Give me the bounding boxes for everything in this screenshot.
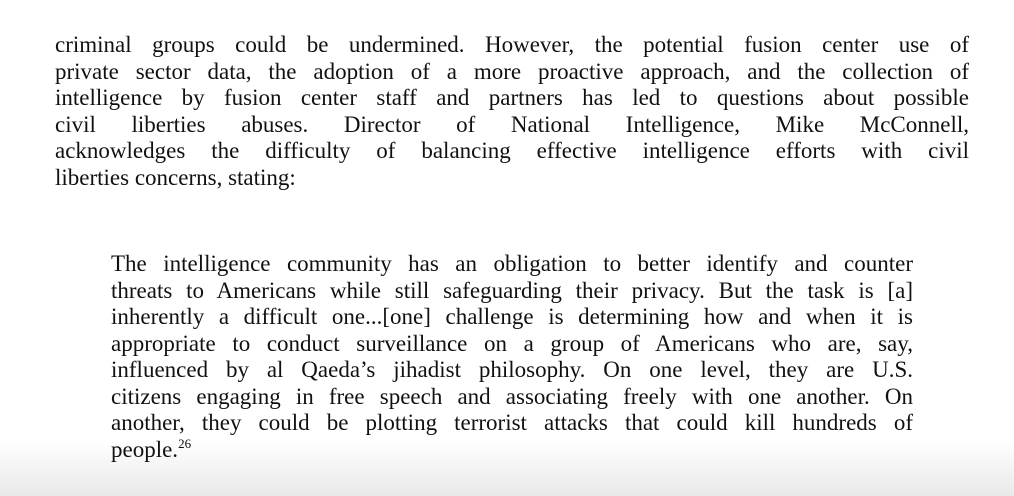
quote-line-6: citizens engaging in free speech and associating freely with one another. On (111, 383, 913, 409)
paragraph-line-6: liberties concerns, stating: (55, 164, 296, 190)
paragraph-line-2: private sector data, the adoption of a more proactive approach, and the collection of (55, 58, 969, 84)
paragraph-line-5: acknowledges the difficulty of balancing effective intelligence efforts with civil (55, 138, 969, 163)
block-quote (111, 251, 913, 463)
quote-line-1: The intelligence community has an obligation to better identify and counter (111, 251, 913, 276)
quote-line-5: influenced by al Qaeda’s jihadist philosophy. On one level, they are U.S. (111, 357, 913, 382)
footnote-marker[interactable]: 26 (178, 435, 192, 451)
quote-line-4: appropriate to conduct surveillance on a group of Americans who are, say, (111, 330, 913, 356)
quote-last-text: people. (111, 436, 179, 462)
paragraph-line-1: criminal groups could be undermined. However, the potential fusion center use of (55, 32, 969, 57)
quote-line-3: inherently a difficult one...[one] challenge is determining how and when it is (111, 304, 913, 329)
paragraph-line-3: intelligence by fusion center staff and partners has led to questions about possible (55, 85, 969, 110)
body-paragraph (55, 32, 969, 191)
quote-line-8 (111, 437, 913, 464)
paragraph-line-4: civil liberties abuses. Director of National Intelligence, Mike McConnell, (55, 111, 969, 137)
quote-line-2: threats to Americans while still safeguarding their privacy. But the task is [a] (111, 277, 913, 303)
quote-line-7: another, they could be plotting terrorist attacks that could kill hundreds of (111, 410, 913, 435)
